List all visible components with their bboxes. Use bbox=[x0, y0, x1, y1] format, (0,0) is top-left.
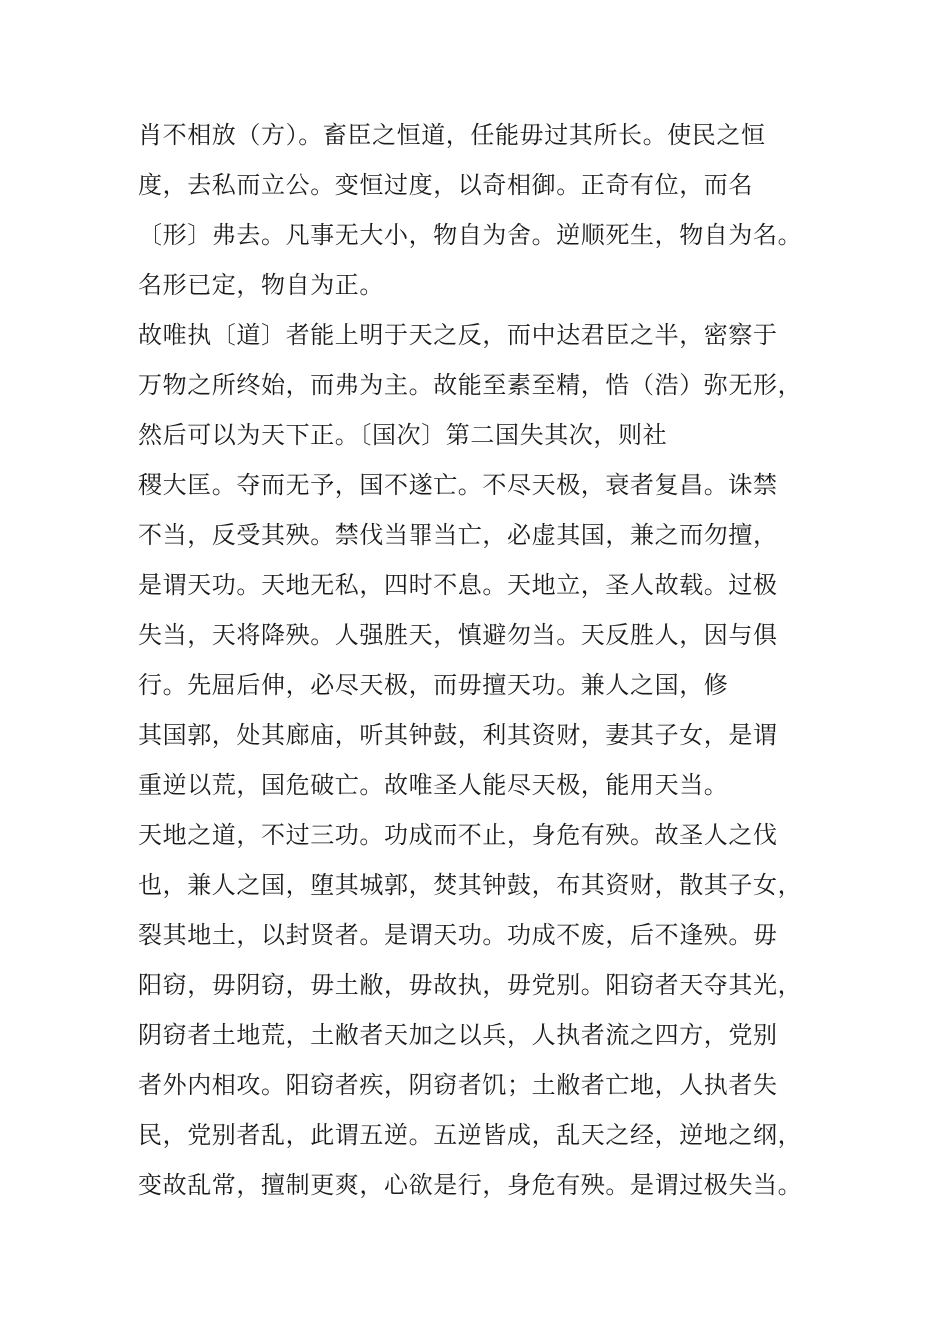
text-line-12: 行。先屈后伸，必尽天极，而毋擅天功。兼人之国，修 bbox=[138, 671, 729, 699]
text-line-19: 阴窃者土地荒，土敝者天加之以兵，人执者流之四方，党别 bbox=[138, 1021, 778, 1049]
text-line-15: 天地之道，不过三功。功成而不止，身危有殃。故圣人之伐 bbox=[138, 821, 778, 849]
text-line-16: 也，兼人之国，堕其城郭，焚其钟鼓，布其资财，散其子女， bbox=[138, 871, 803, 899]
text-line-5: 故唯执〔道〕者能上明于天之反，而中达君臣之半，密察于 bbox=[138, 321, 778, 349]
text-line-10: 是谓天功。天地无私，四时不息。天地立，圣人故载。过极 bbox=[138, 571, 778, 599]
text-line-11: 失当，天将降殃。人强胜天，慎避勿当。天反胜人，因与俱 bbox=[138, 621, 778, 649]
text-line-18: 阳窃，毋阴窃，毋土敝，毋故执，毋党别。阳窃者天夺其光， bbox=[138, 971, 803, 999]
text-line-20: 者外内相攻。阳窃者疾，阴窃者饥；土敝者亡地，人执者失 bbox=[138, 1071, 778, 1099]
text-line-8: 稷大匡。夺而无予，国不遂亡。不尽天极，衰者复昌。诛禁 bbox=[138, 471, 778, 499]
body-text bbox=[138, 113, 858, 1213]
text-line-9: 不当，反受其殃。禁伐当罪当亡，必虚其国，兼之而勿擅， bbox=[138, 521, 778, 549]
text-line-6: 万物之所终始，而弗为主。故能至素至精，悎（浩）弥无形， bbox=[138, 371, 803, 399]
text-line-4: 名形已定，物自为正。 bbox=[138, 271, 384, 299]
text-line-14: 重逆以荒，国危破亡。故唯圣人能尽天极，能用天当。 bbox=[138, 771, 729, 799]
text-line-1: 肖不相放（方）。畜臣之恒道，任能毋过其所长。使民之恒 bbox=[138, 121, 766, 149]
text-line-21: 民，党别者乱，此谓五逆。五逆皆成，乱天之经，逆地之纲， bbox=[138, 1121, 803, 1149]
text-line-7: 然后可以为天下正。〔国次〕第二国失其次，则社 bbox=[138, 421, 668, 449]
text-line-3: 〔形〕弗去。凡事无大小，物自为舍。逆顺死生，物自为名。 bbox=[138, 221, 803, 249]
text-line-17: 裂其地土，以封贤者。是谓天功。功成不废，后不逢殃。毋 bbox=[138, 921, 778, 949]
text-line-2: 度，去私而立公。变恒过度，以奇相御。正奇有位，而名 bbox=[138, 171, 753, 199]
text-line-22: 变故乱常，擅制更爽，心欲是行，身危有殃。是谓过极失当。 bbox=[138, 1171, 803, 1199]
text-line-13: 其国郭，处其廊庙，听其钟鼓，利其资财，妻其子女，是谓 bbox=[138, 721, 778, 749]
